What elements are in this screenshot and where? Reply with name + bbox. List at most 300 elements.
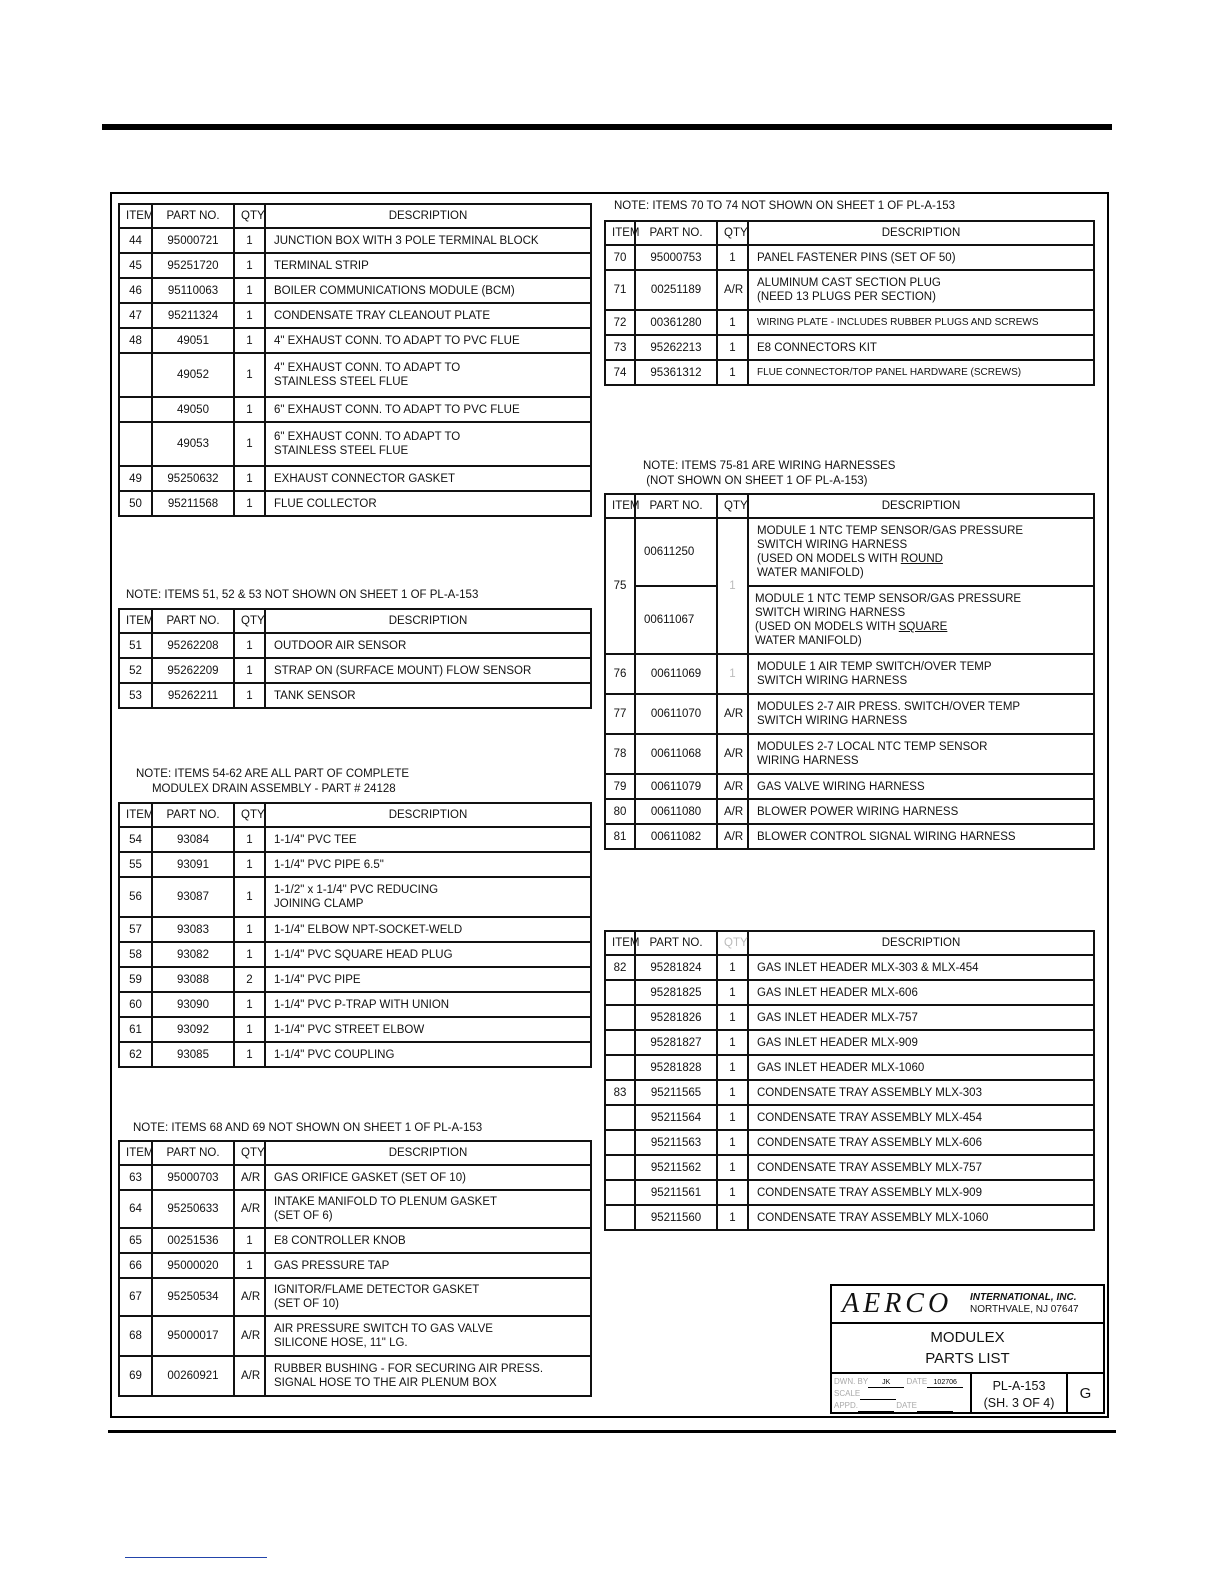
quantity: 1 xyxy=(234,353,265,397)
quantity: 1 xyxy=(234,466,265,491)
table-row xyxy=(119,228,591,253)
approved-value xyxy=(858,1401,894,1412)
quantity: 1 xyxy=(234,852,265,877)
parts-table-82-83 xyxy=(604,930,1095,1231)
description: 4" EXHAUST CONN. TO ADAPT TO PVC FLUE xyxy=(265,328,591,353)
description: TERMINAL STRIP xyxy=(265,253,591,278)
part-number: 93092 xyxy=(152,1017,234,1042)
table-row xyxy=(119,422,591,466)
part-number: 95281825 xyxy=(635,980,717,1005)
item-number: 59 xyxy=(119,967,152,992)
col-item: ITEM xyxy=(119,204,152,228)
quantity: A/R xyxy=(234,1165,265,1190)
item-number: 78 xyxy=(605,734,635,774)
col-qty: QTY xyxy=(234,609,265,633)
col-qty: QTY xyxy=(717,494,748,518)
item-number: 65 xyxy=(119,1228,152,1253)
item-number: 64 xyxy=(119,1190,152,1228)
item-number xyxy=(119,397,152,422)
parts-table-63-69 xyxy=(118,1140,592,1397)
part-number: 95281828 xyxy=(635,1055,717,1080)
description: CONDENSATE TRAY ASSEMBLY MLX-1060 xyxy=(748,1205,1094,1230)
item-number: 72 xyxy=(605,310,635,335)
item-number: 49 xyxy=(119,466,152,491)
part-number: 95000020 xyxy=(152,1253,234,1278)
col-item: ITEM xyxy=(119,609,152,633)
description: E8 CONNECTORS KIT xyxy=(748,335,1094,360)
description: GAS INLET HEADER MLX-1060 xyxy=(748,1055,1094,1080)
table-row xyxy=(605,1180,1094,1205)
part-number: 00611068 xyxy=(635,734,717,774)
description: 1-1/4" PVC PIPE xyxy=(265,967,591,992)
col-desc: DESCRIPTION xyxy=(748,931,1094,955)
table-row xyxy=(605,824,1094,849)
quantity: 1 xyxy=(234,1253,265,1278)
item-number: 45 xyxy=(119,253,152,278)
description-underlined: ROUND xyxy=(900,553,943,565)
item-number: 57 xyxy=(119,917,152,942)
table-row xyxy=(119,1017,591,1042)
description-underlined: SQUARE xyxy=(898,621,948,633)
table-row xyxy=(119,967,591,992)
part-number: 95000017 xyxy=(152,1316,234,1356)
table-row xyxy=(119,1042,591,1067)
part-number: 95251720 xyxy=(152,253,234,278)
drawing-title-line2: PARTS LIST xyxy=(925,1350,1010,1367)
quantity: 1 xyxy=(234,633,265,658)
item-number: 81 xyxy=(605,824,635,849)
description: FLUE COLLECTOR xyxy=(265,491,591,516)
part-number: 00611070 xyxy=(635,694,717,734)
col-part: PART NO. xyxy=(635,221,717,245)
description: CONDENSATE TRAY ASSEMBLY MLX-303 xyxy=(748,1080,1094,1105)
item-number: 58 xyxy=(119,942,152,967)
table-row xyxy=(119,278,591,303)
description: GAS INLET HEADER MLX-303 & MLX-454 xyxy=(748,955,1094,980)
part-number: 95281826 xyxy=(635,1005,717,1030)
quantity: 1 xyxy=(234,328,265,353)
item-number xyxy=(119,353,152,397)
table-row xyxy=(119,328,591,353)
description-text: MODULE 1 NTC TEMP SENSOR/GAS PRESSURE SWITCH WIRING HARNESS (USED ON MODELS WITH xyxy=(755,593,1022,633)
parts-table-44-50 xyxy=(118,203,592,517)
description-text: WATER MANIFOLD) xyxy=(755,635,862,647)
description: GAS VALVE WIRING HARNESS xyxy=(748,774,1094,799)
col-item: ITEM xyxy=(119,803,152,827)
drawing-title xyxy=(832,1322,1103,1374)
table-row xyxy=(119,683,591,708)
description: BLOWER POWER WIRING HARNESS xyxy=(748,799,1094,824)
part-number: 49050 xyxy=(152,397,234,422)
date-value: 102706 xyxy=(927,1377,963,1388)
quantity: A/R xyxy=(717,824,748,849)
col-desc: DESCRIPTION xyxy=(265,204,591,228)
table-row xyxy=(605,1205,1094,1230)
revision-letter: G xyxy=(1079,1385,1092,1402)
table-row xyxy=(119,1228,591,1253)
table-row xyxy=(605,1155,1094,1180)
col-item: ITEM xyxy=(119,1141,152,1165)
description: ALUMINUM CAST SECTION PLUG (NEED 13 PLUGS PER SECTION) xyxy=(748,270,1094,310)
description: 4" EXHAUST CONN. TO ADAPT TO STAINLESS STEEL FLUE xyxy=(265,353,591,397)
table-row xyxy=(605,586,1094,654)
quantity: 2 xyxy=(234,967,265,992)
item-number xyxy=(119,422,152,466)
table-row xyxy=(605,1030,1094,1055)
part-number: 00260921 xyxy=(152,1356,234,1396)
part-number: 00611082 xyxy=(635,824,717,849)
description: 1-1/4" PVC TEE xyxy=(265,827,591,852)
col-qty: QTY xyxy=(717,221,748,245)
description: 1-1/2" x 1-1/4" PVC REDUCING JOINING CLAMP xyxy=(265,877,591,917)
quantity: 1 xyxy=(717,1130,748,1155)
part-number: 00251189 xyxy=(635,270,717,310)
col-part: PART NO. xyxy=(635,494,717,518)
item-number: 73 xyxy=(605,335,635,360)
description: BLOWER CONTROL SIGNAL WIRING HARNESS xyxy=(748,824,1094,849)
table-row xyxy=(605,799,1094,824)
part-number: 95211568 xyxy=(152,491,234,516)
part-number: 49053 xyxy=(152,422,234,466)
part-number: 00611069 xyxy=(635,654,717,694)
part-number: 93090 xyxy=(152,992,234,1017)
item-number xyxy=(605,1130,635,1155)
item-number: 79 xyxy=(605,774,635,799)
description: GAS PRESSURE TAP xyxy=(265,1253,591,1278)
quantity: A/R xyxy=(717,799,748,824)
table-row xyxy=(119,917,591,942)
quantity: 1 xyxy=(717,360,748,385)
description: AIR PRESSURE SWITCH TO GAS VALVE SILICONE HOSE, 11" LG. xyxy=(265,1316,591,1356)
description: STRAP ON (SURFACE MOUNT) FLOW SENSOR xyxy=(265,658,591,683)
item-number: 77 xyxy=(605,694,635,734)
company-location: NORTHVALE, NJ 07647 xyxy=(970,1304,1079,1315)
table-row xyxy=(119,1190,591,1228)
table-row xyxy=(605,245,1094,270)
part-number: 95250633 xyxy=(152,1190,234,1228)
part-number: 95361312 xyxy=(635,360,717,385)
description-text: WATER MANIFOLD) xyxy=(757,567,864,579)
quantity: A/R xyxy=(717,270,748,310)
description: OUTDOOR AIR SENSOR xyxy=(265,633,591,658)
quantity: 1 xyxy=(234,1042,265,1067)
quantity: 1 xyxy=(717,1005,748,1030)
quantity: 1 xyxy=(234,683,265,708)
table-row xyxy=(119,1278,591,1316)
description: GAS ORIFICE GASKET (SET OF 10) xyxy=(265,1165,591,1190)
quantity: 1 xyxy=(717,980,748,1005)
item-number xyxy=(605,980,635,1005)
table-row xyxy=(119,852,591,877)
col-desc: DESCRIPTION xyxy=(748,221,1094,245)
description: 1-1/4" PVC STREET ELBOW xyxy=(265,1017,591,1042)
item-number: 71 xyxy=(605,270,635,310)
description: CONDENSATE TRAY ASSEMBLY MLX-606 xyxy=(748,1130,1094,1155)
part-number: 95110063 xyxy=(152,278,234,303)
item-number: 56 xyxy=(119,877,152,917)
table-row xyxy=(605,694,1094,734)
company-logo: AERCO xyxy=(842,1288,953,1319)
table-row xyxy=(605,980,1094,1005)
item-number xyxy=(605,1180,635,1205)
quantity: 1 xyxy=(717,1030,748,1055)
item-number: 61 xyxy=(119,1017,152,1042)
table-row xyxy=(605,518,1094,586)
quantity: 1 xyxy=(717,654,748,694)
page-link-underline xyxy=(125,1557,267,1558)
table-row xyxy=(605,955,1094,980)
description: CONDENSATE TRAY ASSEMBLY MLX-757 xyxy=(748,1155,1094,1180)
table-row xyxy=(119,303,591,328)
description: 1-1/4" PVC P-TRAP WITH UNION xyxy=(265,992,591,1017)
item-number: 76 xyxy=(605,654,635,694)
table-row xyxy=(119,633,591,658)
quantity: 1 xyxy=(234,658,265,683)
table-row xyxy=(605,270,1094,310)
quantity: A/R xyxy=(717,694,748,734)
item-number: 82 xyxy=(605,955,635,980)
note-items-51-53: NOTE: ITEMS 51, 52 & 53 NOT SHOWN ON SHEET 1 OF PL-A-153 xyxy=(126,589,479,601)
col-part: PART NO. xyxy=(152,1141,234,1165)
part-number: 95211561 xyxy=(635,1180,717,1205)
quantity: A/R xyxy=(234,1356,265,1396)
item-number: 68 xyxy=(119,1316,152,1356)
description: IGNITOR/FLAME DETECTOR GASKET (SET OF 10) xyxy=(265,1278,591,1316)
description: GAS INLET HEADER MLX-909 xyxy=(748,1030,1094,1055)
description: MODULE 1 AIR TEMP SWITCH/OVER TEMP SWITCH WIRING HARNESS xyxy=(748,654,1094,694)
col-item: ITEM xyxy=(605,931,635,955)
quantity: 1 xyxy=(234,942,265,967)
quantity: 1 xyxy=(234,491,265,516)
quantity: 1 xyxy=(234,422,265,466)
quantity: 1 xyxy=(717,335,748,360)
item-number: 74 xyxy=(605,360,635,385)
item-number: 60 xyxy=(119,992,152,1017)
part-number: 93085 xyxy=(152,1042,234,1067)
col-part: PART NO. xyxy=(635,931,717,955)
item-number xyxy=(605,1105,635,1130)
table-row xyxy=(119,1253,591,1278)
company-name: INTERNATIONAL, INC. xyxy=(970,1292,1077,1303)
date-label: DATE xyxy=(896,1401,917,1410)
note-items-54-62: NOTE: ITEMS 54-62 ARE ALL PART OF COMPLETE MODULEX DRAIN ASSEMBLY - PART # 24128 xyxy=(136,768,410,795)
table-row xyxy=(605,1080,1094,1105)
quantity: A/R xyxy=(717,734,748,774)
part-number: 95211564 xyxy=(635,1105,717,1130)
quantity: 1 xyxy=(717,1155,748,1180)
description: CONDENSATE TRAY ASSEMBLY MLX-909 xyxy=(748,1180,1094,1205)
part-number: 00611080 xyxy=(635,799,717,824)
item-number: 69 xyxy=(119,1356,152,1396)
item-number: 67 xyxy=(119,1278,152,1316)
table-row xyxy=(119,491,591,516)
part-number: 95000753 xyxy=(635,245,717,270)
item-number: 55 xyxy=(119,852,152,877)
item-number xyxy=(605,1205,635,1230)
quantity: 1 xyxy=(717,1080,748,1105)
part-number: 95000703 xyxy=(152,1165,234,1190)
quantity: 1 xyxy=(717,245,748,270)
part-number: 00611250 xyxy=(635,518,717,586)
part-number: 95281824 xyxy=(635,955,717,980)
item-number: 70 xyxy=(605,245,635,270)
table-row xyxy=(119,658,591,683)
parts-table-70-74 xyxy=(604,220,1095,386)
drawn-by-value: JK xyxy=(868,1377,904,1388)
col-desc: DESCRIPTION xyxy=(265,1141,591,1165)
scale-value xyxy=(860,1389,896,1400)
col-part: PART NO. xyxy=(152,609,234,633)
drawn-by-label: DWN. BY xyxy=(834,1377,869,1386)
quantity: A/R xyxy=(717,774,748,799)
note-items-70-74: NOTE: ITEMS 70 TO 74 NOT SHOWN ON SHEET 1 OF PL-A-153 xyxy=(614,200,956,212)
date-label: DATE xyxy=(906,1377,928,1386)
table-row xyxy=(119,353,591,397)
item-number: 53 xyxy=(119,683,152,708)
part-number: 95262213 xyxy=(635,335,717,360)
description: 6" EXHAUST CONN. TO ADAPT TO PVC FLUE xyxy=(265,397,591,422)
col-desc: DESCRIPTION xyxy=(265,803,591,827)
table-row xyxy=(119,827,591,852)
col-item: ITEM xyxy=(605,494,635,518)
table-row xyxy=(605,360,1094,385)
description: TANK SENSOR xyxy=(265,683,591,708)
item-number: 83 xyxy=(605,1080,635,1105)
item-number: 54 xyxy=(119,827,152,852)
quantity: 1 xyxy=(717,518,748,654)
note-items-75-81: NOTE: ITEMS 75-81 ARE WIRING HARNESSES (NOT SHOWN ON SHEET 1 OF PL-A-153) xyxy=(643,460,896,487)
table-row xyxy=(605,734,1094,774)
item-number: 52 xyxy=(119,658,152,683)
description: 6" EXHAUST CONN. TO ADAPT TO STAINLESS STEEL FLUE xyxy=(265,422,591,466)
quantity: 1 xyxy=(234,877,265,917)
item-number: 47 xyxy=(119,303,152,328)
scale-label: SCALE xyxy=(834,1389,861,1398)
title-block xyxy=(830,1284,1105,1414)
table-row xyxy=(119,1356,591,1396)
parts-table-54-62 xyxy=(118,802,592,1068)
part-number: 95211560 xyxy=(635,1205,717,1230)
description: 1-1/4" PVC SQUARE HEAD PLUG xyxy=(265,942,591,967)
description: E8 CONTROLLER KNOB xyxy=(265,1228,591,1253)
table-row xyxy=(605,654,1094,694)
bottom-rule xyxy=(108,1430,1116,1433)
description xyxy=(748,518,1094,586)
parts-table-51-53 xyxy=(118,608,592,709)
part-number: 95211562 xyxy=(635,1155,717,1180)
item-number: 50 xyxy=(119,491,152,516)
description: CONDENSATE TRAY CLEANOUT PLATE xyxy=(265,303,591,328)
sheet-number: (SH. 3 OF 4) xyxy=(983,1396,1055,1410)
item-number: 62 xyxy=(119,1042,152,1067)
description: CONDENSATE TRAY ASSEMBLY MLX-454 xyxy=(748,1105,1094,1130)
col-part: PART NO. xyxy=(152,204,234,228)
part-number: 00361280 xyxy=(635,310,717,335)
quantity: 1 xyxy=(234,253,265,278)
quantity: 1 xyxy=(717,310,748,335)
quantity: 1 xyxy=(234,992,265,1017)
item-number: 44 xyxy=(119,228,152,253)
col-qty: QTY xyxy=(234,803,265,827)
table-row xyxy=(605,310,1094,335)
col-qty: QTY xyxy=(717,931,748,955)
part-number: 93088 xyxy=(152,967,234,992)
table-row xyxy=(119,466,591,491)
quantity: A/R xyxy=(234,1190,265,1228)
table-row xyxy=(119,1316,591,1356)
quantity: 1 xyxy=(234,397,265,422)
part-number: 95262211 xyxy=(152,683,234,708)
part-number: 95211565 xyxy=(635,1080,717,1105)
description: INTAKE MANIFOLD TO PLENUM GASKET (SET OF 6) xyxy=(265,1190,591,1228)
approved-label: APPD. xyxy=(834,1401,859,1410)
item-number: 66 xyxy=(119,1253,152,1278)
table-row xyxy=(119,1165,591,1190)
part-number: 95262209 xyxy=(152,658,234,683)
description: BOILER COMMUNICATIONS MODULE (BCM) xyxy=(265,278,591,303)
part-number: 93091 xyxy=(152,852,234,877)
quantity: 1 xyxy=(234,278,265,303)
item-number: 51 xyxy=(119,633,152,658)
date-value xyxy=(917,1401,953,1412)
quantity: 1 xyxy=(234,827,265,852)
description: MODULES 2-7 AIR PRESS. SWITCH/OVER TEMP SWITCH WIRING HARNESS xyxy=(748,694,1094,734)
company-logo-block xyxy=(832,1286,1103,1324)
table-row xyxy=(605,1130,1094,1155)
table-row xyxy=(605,1105,1094,1130)
item-number xyxy=(605,1155,635,1180)
part-number: 49051 xyxy=(152,328,234,353)
table-row xyxy=(119,992,591,1017)
drawing-number-block xyxy=(970,1374,1068,1414)
table-row xyxy=(119,877,591,917)
table-row xyxy=(119,942,591,967)
part-number: 95250534 xyxy=(152,1278,234,1316)
approval-fields xyxy=(834,1376,968,1412)
description: WIRING PLATE - INCLUDES RUBBER PLUGS AND SCREWS xyxy=(748,310,1094,335)
part-number: 95281827 xyxy=(635,1030,717,1055)
item-number: 63 xyxy=(119,1165,152,1190)
item-number: 48 xyxy=(119,328,152,353)
part-number: 95000721 xyxy=(152,228,234,253)
col-item: ITEM xyxy=(605,221,635,245)
description: PANEL FASTENER PINS (SET OF 50) xyxy=(748,245,1094,270)
part-number: 95250632 xyxy=(152,466,234,491)
drawing-title-line1: MODULEX xyxy=(930,1329,1005,1346)
part-number: 93082 xyxy=(152,942,234,967)
item-number xyxy=(605,1005,635,1030)
parts-table-75-81 xyxy=(604,493,1095,850)
table-row xyxy=(605,1005,1094,1030)
description: RUBBER BUSHING - FOR SECURING AIR PRESS. SIGNAL HOSE TO THE AIR PLENUM BOX xyxy=(265,1356,591,1396)
quantity: 1 xyxy=(717,955,748,980)
part-number: 95262208 xyxy=(152,633,234,658)
part-number: 00611067 xyxy=(635,586,717,654)
part-number: 93084 xyxy=(152,827,234,852)
col-part: PART NO. xyxy=(152,803,234,827)
item-number: 75 xyxy=(605,518,635,654)
col-qty: QTY xyxy=(234,1141,265,1165)
description: EXHAUST CONNECTOR GASKET xyxy=(265,466,591,491)
description: GAS INLET HEADER MLX-606 xyxy=(748,980,1094,1005)
quantity: 1 xyxy=(717,1180,748,1205)
quantity: 1 xyxy=(234,1017,265,1042)
quantity: A/R xyxy=(234,1278,265,1316)
top-rule xyxy=(102,124,1112,130)
drawing-number: PL-A-153 xyxy=(992,1379,1046,1393)
quantity: 1 xyxy=(717,1205,748,1230)
description: FLUE CONNECTOR/TOP PANEL HARDWARE (SCREWS) xyxy=(748,360,1094,385)
